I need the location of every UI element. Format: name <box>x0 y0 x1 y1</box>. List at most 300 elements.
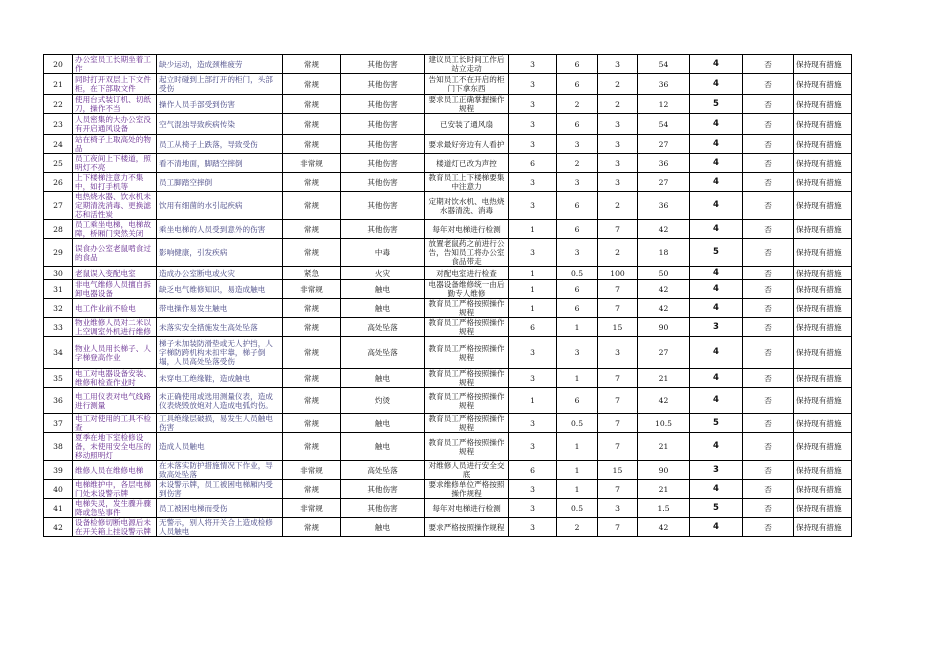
cell-consequence-c: 7 <box>598 414 638 433</box>
cell-major-risk: 否 <box>743 154 794 173</box>
cell-control-measure: 保持现有措施 <box>794 192 852 220</box>
cell-accident-type: 其他伤害 <box>341 95 425 114</box>
cell-control-measure: 保持现有措施 <box>794 480 852 499</box>
cell-hazard-result: 饮用有细菌的水引起疾病 <box>157 192 283 220</box>
cell-hazard-result: 未正确使用或选用测量仪表，造成仪表烧毁放炮对人造成电弧灼伤。 <box>157 388 283 414</box>
cell-hazard-result: 起立时碰到上部打开的柜门，头部受伤 <box>157 74 283 95</box>
cell-consequence-c: 7 <box>598 220 638 239</box>
cell-activity-type: 非常规 <box>283 499 341 518</box>
cell-major-risk: 否 <box>743 220 794 239</box>
cell-likelihood-l: 3 <box>509 114 557 135</box>
cell-existing-control: 告知员工不在开启的柜门下拿东西 <box>425 74 509 95</box>
cell-risk-score-d: 42 <box>638 518 690 537</box>
cell-accident-type: 触电 <box>341 369 425 388</box>
cell-hazard-result: 员工被困电梯而受伤 <box>157 499 283 518</box>
cell-accident-type: 其他伤害 <box>341 173 425 192</box>
table-row <box>44 299 852 318</box>
cell-risk-score-d: 12 <box>638 95 690 114</box>
cell-control-measure: 保持现有措施 <box>794 220 852 239</box>
table-row <box>44 192 852 220</box>
cell-likelihood-l: 1 <box>509 280 557 299</box>
cell-activity-type: 常规 <box>283 337 341 369</box>
cell-control-measure: 保持现有措施 <box>794 239 852 267</box>
cell-control-measure: 保持现有措施 <box>794 74 852 95</box>
table-row <box>44 414 852 433</box>
cell-row-number: 25 <box>44 154 73 173</box>
cell-accident-type: 中毒 <box>341 239 425 267</box>
cell-control-measure: 保持现有措施 <box>794 318 852 337</box>
cell-control-measure: 保持现有措施 <box>794 114 852 135</box>
cell-exposure-e: 0.5 <box>557 267 598 280</box>
cell-activity-type: 常规 <box>283 299 341 318</box>
cell-exposure-e: 1 <box>557 369 598 388</box>
cell-existing-control: 教育员工上下楼梯要集中注意力 <box>425 173 509 192</box>
cell-row-number: 21 <box>44 74 73 95</box>
cell-activity-type: 常规 <box>283 114 341 135</box>
cell-activity: 误食办公室老鼠啃食过的食品 <box>73 239 157 267</box>
cell-likelihood-l: 1 <box>509 299 557 318</box>
cell-accident-type: 触电 <box>341 299 425 318</box>
cell-major-risk: 否 <box>743 499 794 518</box>
cell-major-risk: 否 <box>743 518 794 537</box>
cell-exposure-e: 6 <box>557 388 598 414</box>
cell-existing-control: 要求员工正确掌握操作规程 <box>425 95 509 114</box>
cell-accident-type: 其他伤害 <box>341 74 425 95</box>
cell-existing-control: 教育员工严格按照操作规程 <box>425 299 509 318</box>
cell-major-risk: 否 <box>743 114 794 135</box>
cell-control-measure: 保持现有措施 <box>794 461 852 480</box>
cell-risk-level: 4 <box>690 480 743 499</box>
cell-control-measure: 保持现有措施 <box>794 55 852 74</box>
cell-likelihood-l: 3 <box>509 369 557 388</box>
cell-existing-control: 电器设备维修统一由后勤专人维修 <box>425 280 509 299</box>
cell-likelihood-l: 3 <box>509 480 557 499</box>
cell-activity-type: 常规 <box>283 433 341 461</box>
cell-activity: 电工对使用的工具不检查 <box>73 414 157 433</box>
cell-consequence-c: 3 <box>598 135 638 154</box>
cell-major-risk: 否 <box>743 239 794 267</box>
cell-activity: 员工乘坐电梯，电梯故障，桥厢门突然关闭 <box>73 220 157 239</box>
cell-consequence-c: 7 <box>598 280 638 299</box>
cell-control-measure: 保持现有措施 <box>794 267 852 280</box>
cell-risk-level: 4 <box>690 267 743 280</box>
cell-major-risk: 否 <box>743 480 794 499</box>
cell-risk-level: 4 <box>690 74 743 95</box>
table-row <box>44 433 852 461</box>
cell-major-risk: 否 <box>743 388 794 414</box>
cell-control-measure: 保持现有措施 <box>794 414 852 433</box>
cell-accident-type: 高处坠落 <box>341 318 425 337</box>
cell-row-number: 28 <box>44 220 73 239</box>
cell-accident-type: 其他伤害 <box>341 220 425 239</box>
cell-row-number: 41 <box>44 499 73 518</box>
cell-risk-level: 5 <box>690 499 743 518</box>
cell-risk-score-d: 50 <box>638 267 690 280</box>
cell-risk-level: 4 <box>690 388 743 414</box>
cell-control-measure: 保持现有措施 <box>794 388 852 414</box>
cell-control-measure: 保持现有措施 <box>794 280 852 299</box>
cell-major-risk: 否 <box>743 414 794 433</box>
cell-control-measure: 保持现有措施 <box>794 499 852 518</box>
cell-row-number: 40 <box>44 480 73 499</box>
cell-risk-level: 4 <box>690 55 743 74</box>
cell-consequence-c: 3 <box>598 154 638 173</box>
cell-row-number: 20 <box>44 55 73 74</box>
cell-risk-score-d: 36 <box>638 192 690 220</box>
cell-risk-score-d: 10.5 <box>638 414 690 433</box>
cell-risk-level: 5 <box>690 95 743 114</box>
cell-activity-type: 非常规 <box>283 154 341 173</box>
cell-likelihood-l: 3 <box>509 74 557 95</box>
cell-risk-score-d: 42 <box>638 299 690 318</box>
cell-likelihood-l: 1 <box>509 388 557 414</box>
cell-row-number: 32 <box>44 299 73 318</box>
cell-hazard-result: 造成办公室断电或火灾 <box>157 267 283 280</box>
cell-row-number: 27 <box>44 192 73 220</box>
cell-accident-type: 其他伤害 <box>341 135 425 154</box>
cell-risk-score-d: 21 <box>638 369 690 388</box>
cell-risk-level: 5 <box>690 239 743 267</box>
cell-risk-score-d: 21 <box>638 480 690 499</box>
cell-hazard-result: 空气混浊导致疾病传染 <box>157 114 283 135</box>
cell-major-risk: 否 <box>743 280 794 299</box>
cell-activity: 电梯维护中，各层电梯门处未设警示牌 <box>73 480 157 499</box>
table-row <box>44 55 852 74</box>
cell-risk-level: 5 <box>690 414 743 433</box>
cell-major-risk: 否 <box>743 299 794 318</box>
cell-activity: 站在椅子上取高处的物品 <box>73 135 157 154</box>
cell-major-risk: 否 <box>743 173 794 192</box>
cell-row-number: 39 <box>44 461 73 480</box>
cell-risk-score-d: 21 <box>638 433 690 461</box>
cell-hazard-result: 无警示，别人将开关合上造成检修人员触电 <box>157 518 283 537</box>
cell-activity-type: 常规 <box>283 480 341 499</box>
cell-existing-control: 建议员工长时间工作后站立走动 <box>425 55 509 74</box>
cell-major-risk: 否 <box>743 433 794 461</box>
cell-hazard-result: 乘坐电梯的人员受到意外的伤害 <box>157 220 283 239</box>
cell-risk-score-d: 27 <box>638 337 690 369</box>
cell-row-number: 31 <box>44 280 73 299</box>
cell-control-measure: 保持现有措施 <box>794 369 852 388</box>
table-row <box>44 318 852 337</box>
cell-activity: 电工对电器设备安装、维修和检查作业时 <box>73 369 157 388</box>
cell-risk-score-d: 42 <box>638 280 690 299</box>
cell-activity-type: 常规 <box>283 55 341 74</box>
cell-control-measure: 保持现有措施 <box>794 518 852 537</box>
cell-hazard-result: 梯子未加装防滑垫或无人护挡，人字梯防跨机构未扣牢靠，梯子倒塌，人员高处坠落受伤 <box>157 337 283 369</box>
cell-hazard-result: 操作人员手部受到伤害 <box>157 95 283 114</box>
cell-hazard-result: 员工脚踏空摔倒 <box>157 173 283 192</box>
cell-hazard-result: 带电操作易发生触电 <box>157 299 283 318</box>
cell-activity: 电梯失灵，发生骤升骤降或急坠事件 <box>73 499 157 518</box>
cell-risk-score-d: 36 <box>638 154 690 173</box>
cell-consequence-c: 3 <box>598 499 638 518</box>
cell-consequence-c: 3 <box>598 337 638 369</box>
cell-exposure-e: 3 <box>557 337 598 369</box>
cell-row-number: 24 <box>44 135 73 154</box>
table-row <box>44 518 852 537</box>
cell-row-number: 34 <box>44 337 73 369</box>
cell-risk-level: 4 <box>690 280 743 299</box>
cell-consequence-c: 3 <box>598 173 638 192</box>
cell-accident-type: 灼烫 <box>341 388 425 414</box>
cell-exposure-e: 3 <box>557 173 598 192</box>
cell-exposure-e: 2 <box>557 518 598 537</box>
cell-consequence-c: 7 <box>598 480 638 499</box>
cell-consequence-c: 2 <box>598 239 638 267</box>
cell-hazard-result: 未落实安全措施发生高处坠落 <box>157 318 283 337</box>
cell-control-measure: 保持现有措施 <box>794 337 852 369</box>
cell-likelihood-l: 1 <box>509 220 557 239</box>
cell-activity: 夏季在地下室检修设备，未使用安全电压的移动照明灯 <box>73 433 157 461</box>
cell-risk-level: 3 <box>690 461 743 480</box>
cell-major-risk: 否 <box>743 192 794 220</box>
cell-exposure-e: 6 <box>557 192 598 220</box>
cell-accident-type: 触电 <box>341 518 425 537</box>
cell-major-risk: 否 <box>743 55 794 74</box>
cell-exposure-e: 1 <box>557 480 598 499</box>
cell-risk-score-d: 18 <box>638 239 690 267</box>
cell-likelihood-l: 1 <box>509 267 557 280</box>
cell-row-number: 30 <box>44 267 73 280</box>
table-row <box>44 239 852 267</box>
cell-activity: 维修人员在维修电梯 <box>73 461 157 480</box>
cell-activity: 同时打开双层上下文件柜，在下部取文件 <box>73 74 157 95</box>
cell-risk-level: 4 <box>690 369 743 388</box>
cell-existing-control: 放置老鼠药之前进行公告，告知员工将办公室食品带走 <box>425 239 509 267</box>
cell-control-measure: 保持现有措施 <box>794 135 852 154</box>
cell-accident-type: 其他伤害 <box>341 114 425 135</box>
cell-major-risk: 否 <box>743 95 794 114</box>
cell-accident-type: 其他伤害 <box>341 192 425 220</box>
cell-accident-type: 触电 <box>341 433 425 461</box>
cell-consequence-c: 3 <box>598 55 638 74</box>
cell-major-risk: 否 <box>743 369 794 388</box>
cell-exposure-e: 0.5 <box>557 499 598 518</box>
cell-likelihood-l: 3 <box>509 518 557 537</box>
table-row <box>44 135 852 154</box>
cell-accident-type: 触电 <box>341 280 425 299</box>
cell-major-risk: 否 <box>743 461 794 480</box>
cell-major-risk: 否 <box>743 267 794 280</box>
cell-consequence-c: 7 <box>598 433 638 461</box>
cell-activity-type: 常规 <box>283 239 341 267</box>
cell-risk-score-d: 27 <box>638 173 690 192</box>
cell-accident-type: 高处坠落 <box>341 337 425 369</box>
cell-exposure-e: 6 <box>557 280 598 299</box>
cell-risk-score-d: 42 <box>638 388 690 414</box>
cell-likelihood-l: 6 <box>509 318 557 337</box>
cell-risk-level: 4 <box>690 192 743 220</box>
cell-existing-control: 教育员工严格按照操作规程 <box>425 337 509 369</box>
cell-existing-control: 教育员工严格按照操作规程 <box>425 388 509 414</box>
cell-likelihood-l: 3 <box>509 337 557 369</box>
cell-activity: 物业维修人员对二米以上空调室外机进行维修 <box>73 318 157 337</box>
cell-existing-control: 每年对电梯进行检测 <box>425 220 509 239</box>
cell-accident-type: 其他伤害 <box>341 55 425 74</box>
cell-exposure-e: 2 <box>557 95 598 114</box>
cell-exposure-e: 6 <box>557 55 598 74</box>
cell-risk-level: 4 <box>690 154 743 173</box>
cell-row-number: 26 <box>44 173 73 192</box>
cell-likelihood-l: 3 <box>509 433 557 461</box>
cell-consequence-c: 15 <box>598 318 638 337</box>
cell-risk-score-d: 1.5 <box>638 499 690 518</box>
cell-exposure-e: 0.5 <box>557 414 598 433</box>
cell-existing-control: 教育员工严格按照操作规程 <box>425 414 509 433</box>
cell-control-measure: 保持现有措施 <box>794 299 852 318</box>
cell-risk-level: 3 <box>690 318 743 337</box>
cell-row-number: 35 <box>44 369 73 388</box>
cell-likelihood-l: 3 <box>509 135 557 154</box>
cell-hazard-result: 未设警示牌，员工被困电梯厢内受到伤害 <box>157 480 283 499</box>
table-row <box>44 267 852 280</box>
cell-row-number: 22 <box>44 95 73 114</box>
cell-risk-level: 4 <box>690 299 743 318</box>
cell-likelihood-l: 3 <box>509 499 557 518</box>
cell-activity-type: 常规 <box>283 173 341 192</box>
cell-likelihood-l: 3 <box>509 239 557 267</box>
table-row <box>44 114 852 135</box>
cell-existing-control: 对配电室进行检查 <box>425 267 509 280</box>
cell-consequence-c: 3 <box>598 114 638 135</box>
cell-risk-score-d: 90 <box>638 318 690 337</box>
cell-hazard-result: 影响健康，引发疾病 <box>157 239 283 267</box>
cell-exposure-e: 3 <box>557 239 598 267</box>
cell-risk-level: 4 <box>690 135 743 154</box>
table-row <box>44 369 852 388</box>
cell-activity: 上下楼梯注意力不集中，如打手机等 <box>73 173 157 192</box>
cell-row-number: 33 <box>44 318 73 337</box>
cell-risk-score-d: 27 <box>638 135 690 154</box>
cell-consequence-c: 7 <box>598 299 638 318</box>
cell-exposure-e: 1 <box>557 461 598 480</box>
cell-consequence-c: 100 <box>598 267 638 280</box>
cell-accident-type: 其他伤害 <box>341 499 425 518</box>
cell-activity-type: 常规 <box>283 192 341 220</box>
cell-activity-type: 紧急 <box>283 267 341 280</box>
cell-likelihood-l: 6 <box>509 461 557 480</box>
cell-activity-type: 常规 <box>283 518 341 537</box>
cell-existing-control: 教育员工严格按照操作规程 <box>425 433 509 461</box>
cell-consequence-c: 2 <box>598 95 638 114</box>
cell-risk-level: 4 <box>690 518 743 537</box>
table-row <box>44 154 852 173</box>
cell-risk-level: 4 <box>690 337 743 369</box>
cell-likelihood-l: 3 <box>509 192 557 220</box>
cell-activity-type: 非常规 <box>283 280 341 299</box>
cell-accident-type: 火灾 <box>341 267 425 280</box>
cell-exposure-e: 3 <box>557 135 598 154</box>
cell-risk-level: 4 <box>690 220 743 239</box>
cell-existing-control: 教育员工严格按照操作规程 <box>425 369 509 388</box>
cell-hazard-result: 工具绝缘层破损，易发生人员触电伤害 <box>157 414 283 433</box>
cell-accident-type: 高处坠落 <box>341 461 425 480</box>
cell-hazard-result: 缺乏电气维修知识，易造成触电 <box>157 280 283 299</box>
cell-hazard-result: 缺少运动，造成颈椎疲劳 <box>157 55 283 74</box>
cell-hazard-result: 造成人员触电 <box>157 433 283 461</box>
cell-risk-score-d: 90 <box>638 461 690 480</box>
cell-consequence-c: 7 <box>598 388 638 414</box>
cell-activity-type: 常规 <box>283 318 341 337</box>
cell-existing-control: 定期对饮水机、电热烧水器清洗、消毒 <box>425 192 509 220</box>
cell-activity-type: 常规 <box>283 135 341 154</box>
cell-activity-type: 常规 <box>283 369 341 388</box>
cell-existing-control: 已安装了通风扇 <box>425 114 509 135</box>
cell-consequence-c: 7 <box>598 369 638 388</box>
cell-activity: 非电气维修人员擅自拆卸电器设备 <box>73 280 157 299</box>
cell-activity: 老鼠误入变配电室 <box>73 267 157 280</box>
table-row <box>44 480 852 499</box>
cell-exposure-e: 1 <box>557 433 598 461</box>
cell-activity: 办公室员工长期坐着工作 <box>73 55 157 74</box>
cell-likelihood-l: 3 <box>509 55 557 74</box>
cell-row-number: 29 <box>44 239 73 267</box>
cell-consequence-c: 15 <box>598 461 638 480</box>
cell-control-measure: 保持现有措施 <box>794 154 852 173</box>
cell-activity: 电热烧水器、饮水机未定期清洗消毒、更换滤芯和活性炭 <box>73 192 157 220</box>
cell-risk-score-d: 54 <box>638 114 690 135</box>
table-row <box>44 499 852 518</box>
cell-accident-type: 触电 <box>341 414 425 433</box>
cell-accident-type: 其他伤害 <box>341 480 425 499</box>
cell-control-measure: 保持现有措施 <box>794 95 852 114</box>
cell-activity: 物业人员用长梯子、人字梯登高作业 <box>73 337 157 369</box>
cell-major-risk: 否 <box>743 337 794 369</box>
cell-existing-control: 要求维修单位严格按照操作规程 <box>425 480 509 499</box>
cell-activity-type: 常规 <box>283 414 341 433</box>
cell-row-number: 37 <box>44 414 73 433</box>
cell-risk-score-d: 42 <box>638 220 690 239</box>
cell-activity: 使用台式装订机、切纸刀，操作不当 <box>73 95 157 114</box>
cell-hazard-result: 未穿电工绝缘鞋，造成触电 <box>157 369 283 388</box>
cell-activity: 员工夜间上下楼道，照明灯不亮 <box>73 154 157 173</box>
cell-likelihood-l: 3 <box>509 95 557 114</box>
cell-activity-type: 常规 <box>283 388 341 414</box>
cell-exposure-e: 6 <box>557 114 598 135</box>
cell-risk-level: 4 <box>690 114 743 135</box>
cell-risk-level: 4 <box>690 173 743 192</box>
cell-existing-control: 教育员工严格按照操作规程 <box>425 318 509 337</box>
cell-activity: 电工作业前不验电 <box>73 299 157 318</box>
cell-major-risk: 否 <box>743 74 794 95</box>
cell-exposure-e: 6 <box>557 74 598 95</box>
cell-hazard-result: 在未落实防护措施情况下作业，导致高处坠落 <box>157 461 283 480</box>
cell-exposure-e: 6 <box>557 299 598 318</box>
cell-hazard-result: 员工从椅子上跌落，导致受伤 <box>157 135 283 154</box>
cell-row-number: 42 <box>44 518 73 537</box>
table-row <box>44 337 852 369</box>
cell-exposure-e: 2 <box>557 154 598 173</box>
table-row <box>44 95 852 114</box>
cell-exposure-e: 1 <box>557 318 598 337</box>
cell-activity-type: 常规 <box>283 220 341 239</box>
table-row <box>44 461 852 480</box>
cell-risk-score-d: 54 <box>638 55 690 74</box>
cell-likelihood-l: 3 <box>509 414 557 433</box>
table-row <box>44 74 852 95</box>
cell-risk-level: 4 <box>690 433 743 461</box>
cell-activity-type: 非常规 <box>283 461 341 480</box>
cell-activity: 电工用仪表对电气线路进行测量 <box>73 388 157 414</box>
cell-consequence-c: 2 <box>598 192 638 220</box>
table-row <box>44 388 852 414</box>
cell-risk-score-d: 36 <box>638 74 690 95</box>
cell-major-risk: 否 <box>743 318 794 337</box>
cell-activity-type: 常规 <box>283 95 341 114</box>
cell-likelihood-l: 3 <box>509 173 557 192</box>
cell-accident-type: 其他伤害 <box>341 154 425 173</box>
